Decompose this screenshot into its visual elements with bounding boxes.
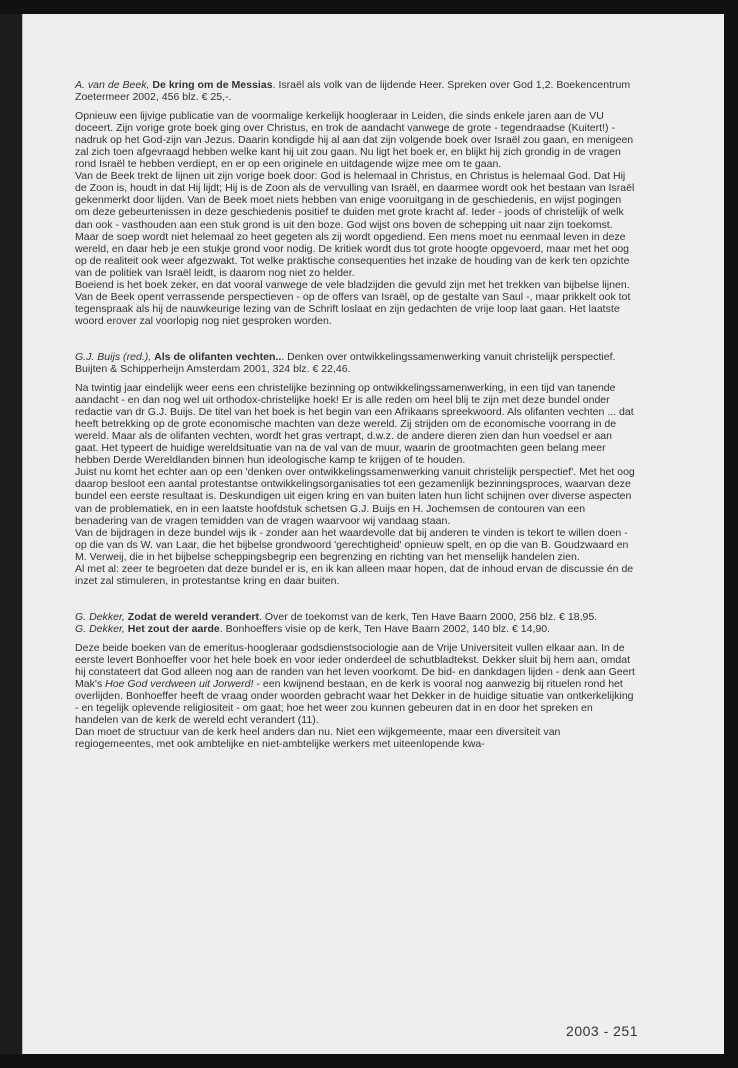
review-1-title: De kring om de Messias (152, 79, 273, 91)
review-3-details-2: . Bonhoeffers visie op de kerk, Ten Have Baarn 2002, 140 blz. € 14,90. (219, 622, 551, 635)
review-2-author: G.J. Buijs (red.), (75, 350, 152, 363)
review-1-author: A. van de Beek, (75, 79, 150, 91)
review-3-title-1: Zodat de wereld verandert (127, 610, 260, 623)
review-1-paragraph-2: Van de Beek trekt de lijnen uit zijn vorige boek door: God is helemaal in Christus, en Christus is helemaal God. Dat Hij de Zoon is, houdt in dat Hij lijdt; Hij is de Zoon als de vervulling van Israël, en daarmee wordt ook het bestaan van Israël gekenmerkt door lijden. Van de Beek moet niets hebben van enige vooruitgang in de geschiedenis, en wijst pogingen om deze gebeurtenissen in deze geschiedenis positief te duiden met grote kracht af. Ieder - joods of christelijk of welk dan ook - vasthouden aan een stuk grond is uit den boze. God wijst ons boven de schepping uit naar zijn toekomst. Maar de soep wordt niet helemaal zo heet gegeten als zij wordt opgediend. Een mens moet nu eenmaal leven in deze wereld, en daar heb je een stukje grond voor nodig. De kritiek wordt dus tot grote hoogte opgevoerd, maar met het oog op de realiteit ook weer afgezwakt. Tot welke praktische consequenties het inzake de houding van de kerk ten opzichte van de politiek van Israël leidt, is daarom nog niet zo helder. (75, 170, 635, 279)
review-2-paragraph-3: Van de bijdragen in deze bundel wijs ik - zonder aan het waardevolle dat bij anderen te vinden is tekort te willen doen - op die van ds W. van Laar, die het bijbelse grondwoord 'gerechtigheid' opnieuw spelt, en op die van B. Goudzwaard en M. Verweij, die in het bijbelse scheppingsbegrip een begrenzing en richting van het menselijk handelen zien. (75, 526, 629, 563)
review-3-reference-1 (75, 611, 637, 623)
review-3-p1-book-title: Hoe God verdween uit Jorwerd! (105, 678, 254, 691)
review-2-paragraph-4: Al met al: zeer te begroeten dat deze bundel er is, en ik kan alleen maar hopen, dat de inhoud ervan de discussie én de inzet zal stimuleren, in protestantse kring en daar buiten. (75, 562, 634, 587)
scan-right-edge (724, 0, 738, 1068)
review-2-details: . Denken over ontwikkelingssamenwerking vanuit christelijk perspectief. Buijten & Schipperheijn Amsterdam 2001, 324 blz. € 22,46. (75, 350, 616, 375)
page-content (75, 79, 637, 750)
review-3-reference-2 (75, 623, 637, 635)
scan-bottom-edge (0, 1054, 738, 1068)
review-3-p1-part-a: Deze beide boeken van de emeritus-hoogleraar godsdienstsociologie aan de Vrije Universiteit vullen elkaar aan. In de eerste levert Bonhoeffer voor het hele boek en voor ieder onderdeel de schutbladtekst. Dekker sluit bij hem aan, omdat hij constateert dat God alleen nog aan de randen van het leven voorkomt. De bid- en dankdagen lijden - denk aan Geert Mak's (75, 641, 635, 691)
review-1-reference (75, 79, 637, 103)
review-1-details: . Israël als volk van de lijdende Heer. Spreken over God 1,2. Boekencentrum Zoetermeer 2002, 456 blz. € 25,-. (75, 79, 631, 104)
scan-top-edge (0, 0, 738, 14)
review-3-p1-part-b: - een kwijnend bestaan, en de kerk is vooral nog aanwezig bij rituelen rond het overlijden. Bonhoeffer heeft de vraag onder woorden gebracht waar het Dekker in de huidige situatie van ontkerkelijking - en tegelijk oplevende religiositeit - om gaat; hoe het weer zou kunnen gebeuren dat in en door het spreken en handelen van de kerk de wereld echt verandert (11). (75, 678, 634, 727)
review-3-author-1: G. Dekker, (75, 610, 125, 623)
review-3-details-1: . Over de toekomst van de kerk, Ten Have Baarn 2000, 256 blz. € 18,95. (259, 610, 598, 623)
review-3-paragraph-2: Dan moet de structuur van de kerk heel anders dan nu. Niet een wijkgemeente, maar een diversiteit van regiogemeentes, met ook ambtelijke en niet-ambtelijke werkers met uiteenlopende kwa- (75, 726, 561, 751)
review-2-paragraph-1: Na twintig jaar eindelijk weer eens een christelijke bezinning op ontwikkelingssamenwerking, in een tijd van tanende aandacht - en dan nog wel uit orthodox-christelijke hoek! Er is alle reden om heel blij te zijn met deze bundel onder redactie van dr G.J. Buijs. De titel van het boek is het begin van een Afrikaans spreekwoord. Als olifanten vechten ... dat heeft betrekking op de grote economische machten van deze wereld. Zij strijden om de economische voorrang in de wereld. Maar als de olifanten vechten, wordt het gras vertrapt, d.w.z. de andere dieren zien dan hun voedsel er aan gaat. Het typeert de huidige wereldsituatie van na de val van de muur, waarin de grootmachten geen belang meer hebben Derde Wereldlanden binnen hun ideologische kamp te krijgen of te houden. (75, 382, 634, 467)
page-number: 2003 - 251 (566, 1023, 638, 1039)
review-2-reference (75, 351, 637, 375)
review-3-author-2: G. Dekker, (75, 622, 125, 635)
review-1-paragraph-3: Boeiend is het boek zeker, en dat vooral vanwege de vele bladzijden die gevuld zijn met het trekken van bijbelse lijnen. Van de Beek opent verrassende perspectieven - op de offers van Israël, op de gestalte van Saul -, maar prikkelt ook tot tegenspraak als hij de nauwkeurige lezing van de Schrift loslaat en zijn gedachten de vrije loop laat gaan. Het laatste woord erover zal voorlopig nog niet gesproken worden. (75, 278, 631, 327)
scan-left-edge (0, 0, 22, 1068)
review-3-title-2: Het zout der aarde (127, 622, 220, 635)
review-2-paragraph-2: Juist nu komt het echter aan op een 'denken over ontwikkelingssamenwerking vanuit christelijk perspectief'. Met het oog daarop besloot een aantal protestantse ontwikkelingsorganisaties tot een gezamenlijk bezinningsproces, waarvan deze bundel een eerste resultaat is. Deskundigen uit eigen kring en van buiten laten hun licht schijnen over diverse aspecten van de problematiek, en in een laatste hoofdstuk schetsen G.J. Buijs en H. Jochemsen de contouren van een benadering van de vragen temidden van de vragen waarvoor wij vandaag staan. (75, 466, 635, 527)
review-1-paragraph-1: Opnieuw een lijvige publicatie van de voormalige kerkelijk hoogleraar in Leiden, die sinds enkele jaren aan de VU doceert. Zijn vorige grote boek ging over Christus, en trok de aandacht vanwege de grote - tegendraadse (Kuitert!) - nadruk op het God-zijn van Jezus. Daarin kondigde hij al aan dat zijn volgende boek over Israël zou gaan, en menigeen zal zich toen afgevraagd hebben welke kant hij uit zou gaan. Nu ligt het boek er, en blijkt hij zich grondig in de vragen rond Israël te hebben verdiept, en er op een originele en uitdagende wijze mee om te gaan. (75, 110, 634, 171)
page-edge-line (22, 14, 23, 1054)
review-3-paragraph-1 (75, 642, 637, 726)
review-2-title: Als de olifanten vechten.. (154, 350, 282, 363)
